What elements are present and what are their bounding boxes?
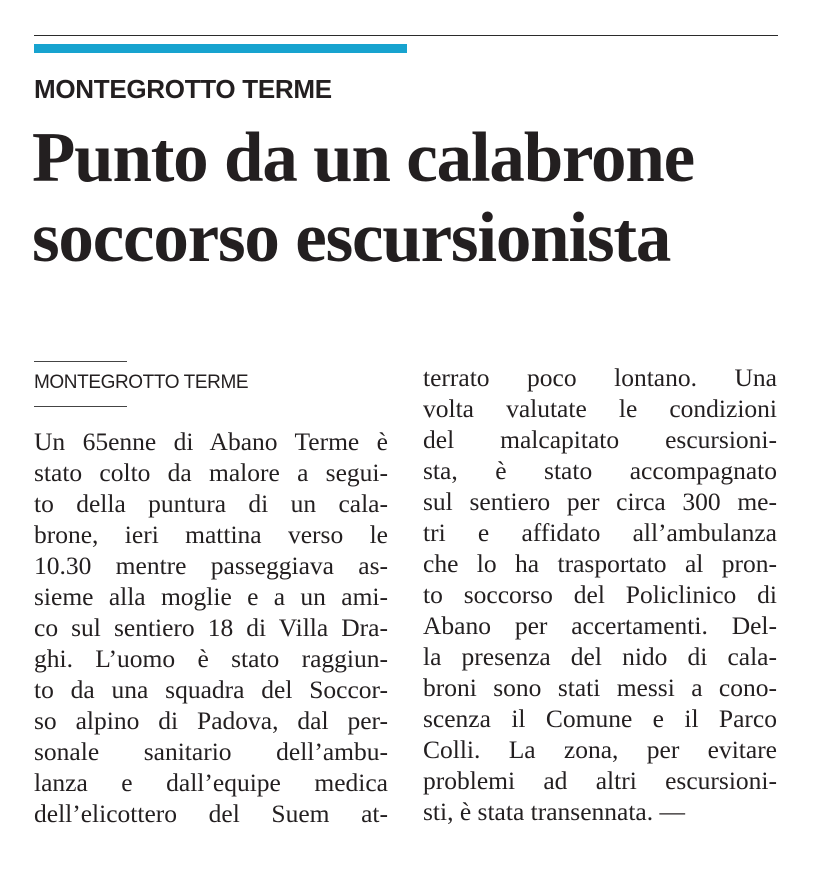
- body-line: so alpino di Padova, dal per-: [34, 706, 388, 735]
- dateline-rule-top: [34, 361, 127, 362]
- body-line: sul sentiero per circa 300 me-: [423, 487, 777, 516]
- body-line: brone, ieri mattina verso le: [34, 520, 388, 549]
- body-line: la presenza del nido di cala-: [423, 642, 777, 671]
- body-line: Un 65enne di Abano Terme è: [34, 427, 388, 456]
- article-column-left: [34, 426, 388, 829]
- body-line: to della puntura di un cala-: [34, 489, 388, 518]
- body-line: scenza il Comune e il Parco: [423, 704, 777, 733]
- body-line: Colli. La zona, per evitare: [423, 735, 777, 764]
- body-line: Abano per accertamenti. Del-: [423, 611, 777, 640]
- body-line-last: sti, è stata transennata. —: [423, 797, 685, 826]
- section-accent-bar: [34, 44, 407, 53]
- body-line: del malcapitato escursioni-: [423, 425, 777, 454]
- headline-line-1: Punto da un calabrone: [32, 119, 694, 197]
- body-line: to da una squadra del Soccor-: [34, 675, 388, 704]
- body-line: broni sono stati messi a cono-: [423, 673, 777, 702]
- body-line: co sul sentiero 18 di Villa Dra-: [34, 613, 388, 642]
- section-kicker: MONTEGROTTO TERME: [34, 74, 332, 104]
- headline: [32, 118, 812, 278]
- body-line: dell’elicottero del Suem at-: [34, 799, 388, 828]
- body-line: problemi ad altri escursioni-: [423, 766, 777, 795]
- body-line: 10.30 mentre passeggiava as-: [34, 551, 388, 580]
- article-column-right: [423, 362, 777, 827]
- body-line: stato colto da malore a segui-: [34, 458, 388, 487]
- body-line: sieme alla moglie e a un ami-: [34, 582, 388, 611]
- body-line: tri e affidato all’ambulanza: [423, 518, 777, 547]
- top-rule: [34, 35, 778, 36]
- dateline-rule-bottom: [34, 406, 127, 407]
- body-line: to soccorso del Policlinico di: [423, 580, 777, 609]
- body-line: ghi. L’uomo è stato raggiun-: [34, 644, 388, 673]
- body-line: sta, è stato accompagnato: [423, 456, 777, 485]
- body-line: lanza e dall’equipe medica: [34, 768, 388, 797]
- body-line: che lo ha trasportato al pron-: [423, 549, 777, 578]
- body-line: terrato poco lontano. Una: [423, 363, 777, 392]
- body-line: sonale sanitario dell’ambu-: [34, 737, 388, 766]
- body-line: volta valutate le condizioni: [423, 394, 777, 423]
- dateline: MONTEGROTTO TERME: [34, 372, 249, 393]
- headline-line-2: soccorso escursionista: [32, 199, 671, 277]
